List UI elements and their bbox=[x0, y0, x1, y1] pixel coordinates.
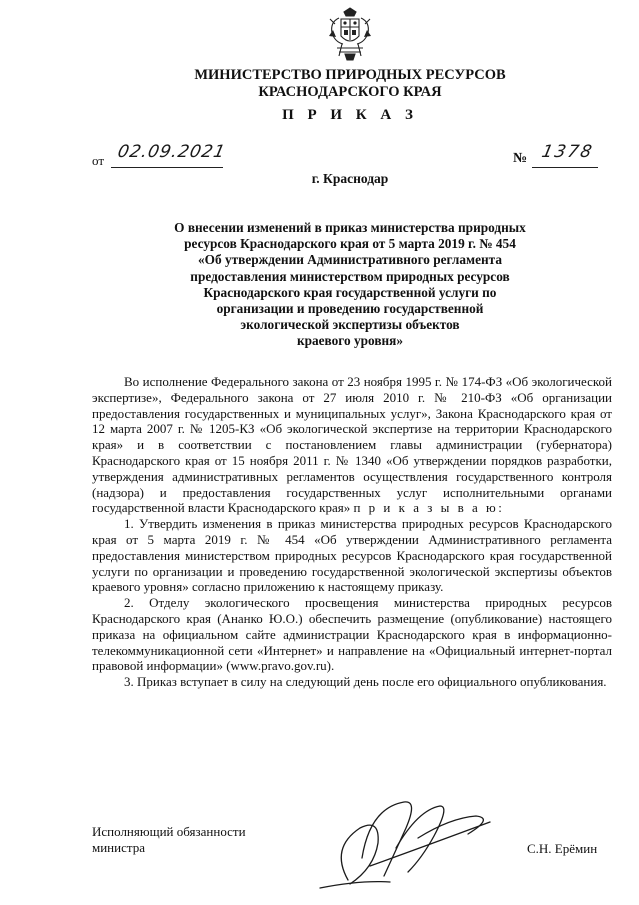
title-line: «Об утверждении Административного регламента bbox=[198, 252, 502, 268]
city-name: г. Краснодар bbox=[311, 171, 389, 186]
order-body bbox=[92, 374, 612, 690]
item-2-paragraph: 2. Отделу экологического просвещения министерства природных ресурсов Краснодарского края (Ананко Ю.О.) обеспечить размещение (опубликование) настоящего приказа на официальном сайте администрации Краснодарского края в информационно-телекоммуникационной сети «Интернет» и направление на «Официальный интернет-портал правовой информации» (www.pravo.gov.ru). bbox=[92, 595, 612, 674]
date-prefix: от bbox=[92, 153, 105, 168]
item-3-paragraph: 3. Приказ вступает в силу на следующий день после его официального опубликования. bbox=[124, 674, 607, 690]
handwritten-signature-icon bbox=[300, 788, 540, 898]
preamble-paragraph bbox=[92, 374, 612, 516]
title-line: предоставления министерством природных ресурсов bbox=[190, 268, 510, 284]
title-line: организации и проведению государственной bbox=[216, 301, 484, 317]
document-type-heading: П Р И К А З bbox=[282, 107, 418, 123]
ministry-name-line1: МИНИСТЕРСТВО ПРИРОДНЫХ РЕСУРСОВ bbox=[194, 67, 506, 83]
number-underline bbox=[532, 167, 598, 168]
title-line: Краснодарского края государственной услуги по bbox=[203, 284, 497, 300]
title-line: ресурсов Краснодарского края от 5 марта 2019 г. № 454 bbox=[184, 236, 516, 252]
signer-position-line1: Исполняющий обязанности bbox=[92, 824, 246, 839]
ministry-name-line2: КРАСНОДАРСКОГО КРАЯ bbox=[258, 84, 442, 100]
handwritten-date: 02.09.2021 bbox=[115, 142, 228, 162]
number-prefix: № bbox=[513, 151, 528, 166]
signer-name: С.Н. Ерёмин bbox=[527, 841, 598, 856]
title-line: экологической экспертизы объектов bbox=[240, 317, 460, 333]
order-title bbox=[138, 220, 562, 350]
directive-word: п р и к а з ы в а ю: bbox=[353, 500, 505, 516]
title-line: О внесении изменений в приказ министерства природных bbox=[174, 220, 526, 235]
item-1-paragraph: 1. Утвердить изменения в приказ министерства природных ресурсов Краснодарского края от 5 марта 2019 г. № 454 «Об утверждении Административного регламента предоставления министерством природных ресурсов Краснодарского края государственной услуги по организации и проведению государственной экологической экспертизы объектов краевого уровня» согласно приложению к настоящему приказу. bbox=[92, 516, 612, 595]
signer-position-line2: министра bbox=[92, 840, 145, 855]
title-line: краевого уровня» bbox=[296, 333, 404, 349]
preamble-text: Во исполнение Федерального закона от 23 ноября 1995 г. № 174-ФЗ «Об экологической экспертизе», Федерального закона от 27 июля 2010 г. № 210-ФЗ «Об организации предоставления государственных и муниципальных услуг», Закона Краснодарского края от 12 марта 2007 г. № 1205-КЗ «Об экологической экспертизе на территории Краснодарского края» и в соответствии с постановлением главы администрации (губернатора) Краснодарского края от 15 ноября 2011 г. № 1340 «Об утверждении порядков разработки, утверждения административных регламентов осуществления государственного контроля (надзора) и предоставления государственных услуг исполнительными органами государственной власти Краснодарского края» bbox=[92, 374, 612, 516]
date-underline bbox=[111, 167, 223, 168]
signer-position bbox=[92, 824, 246, 856]
coat-of-arms-icon bbox=[327, 6, 373, 62]
handwritten-number: 1378 bbox=[539, 142, 596, 162]
